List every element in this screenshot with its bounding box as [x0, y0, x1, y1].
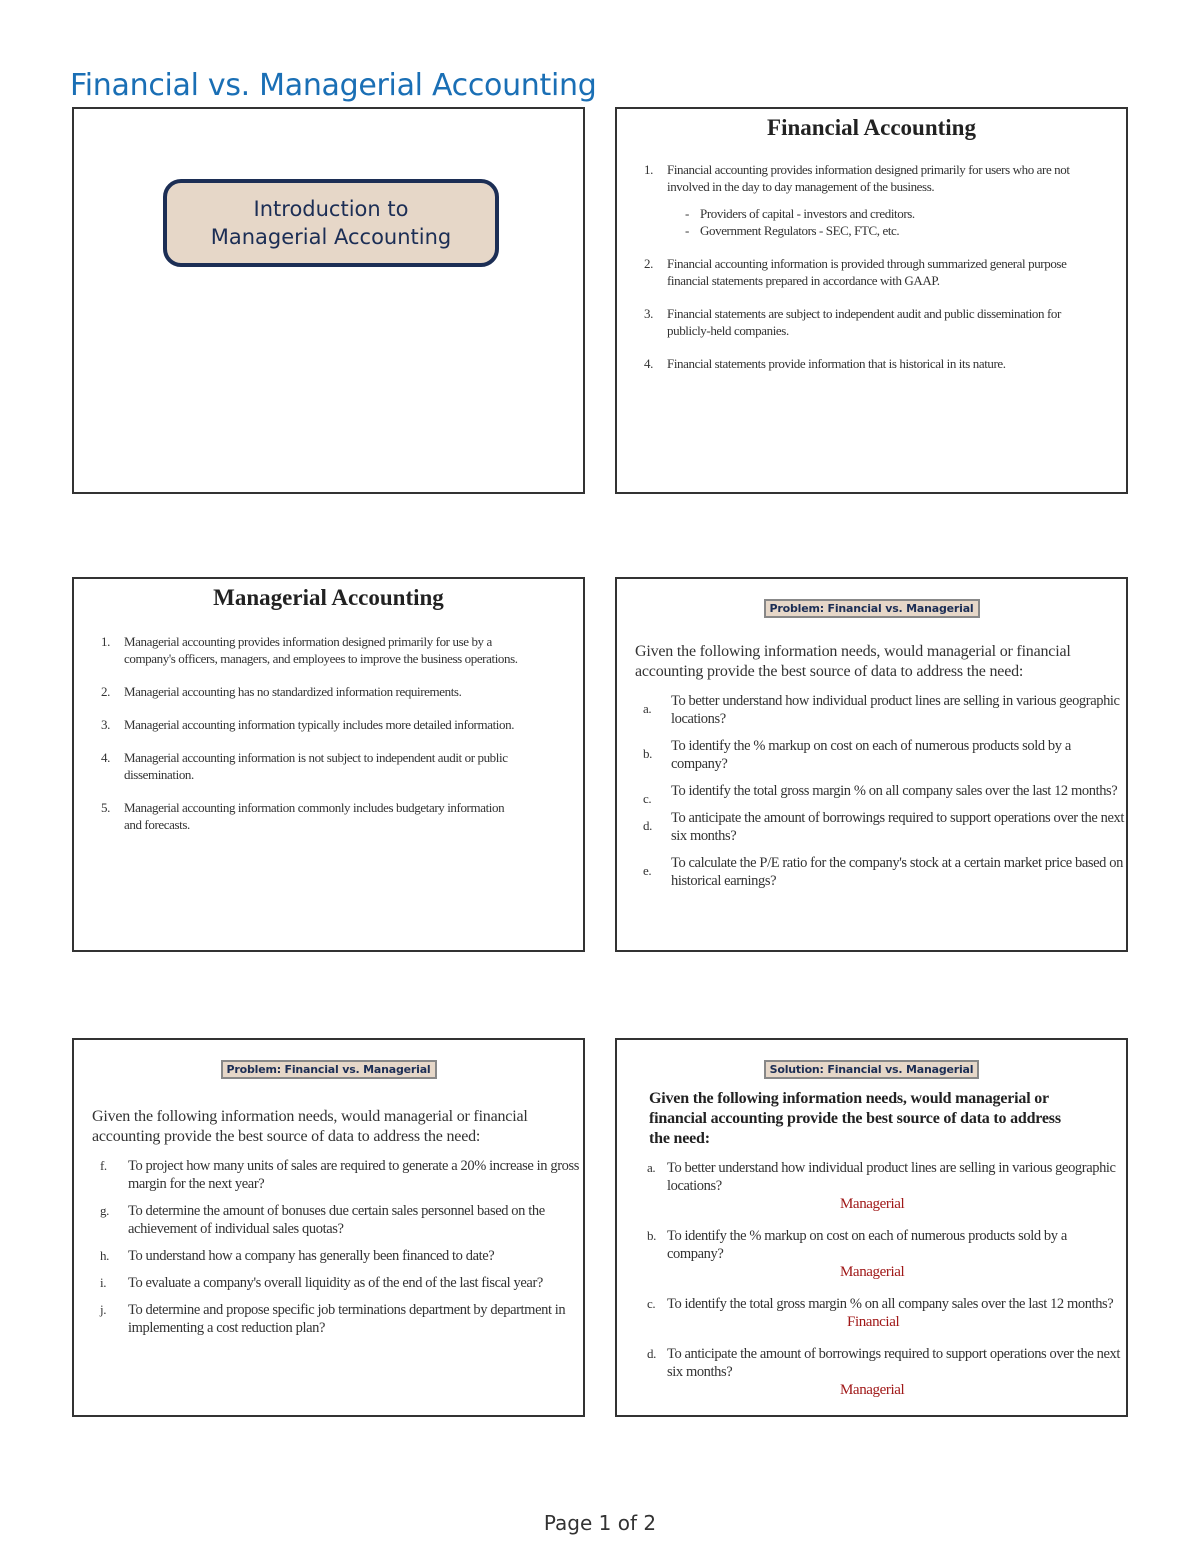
slide-problem-1 [615, 577, 1128, 952]
item-letter: d. [643, 818, 652, 833]
item-number: 4. [101, 750, 110, 765]
item-text: To calculate the P/E ratio for the company's stock at a certain market price based on historical earnings? [671, 855, 1123, 889]
list-item [617, 1159, 1126, 1213]
item-text: Managerial accounting information is not subject to independent audit or public dissemination. [124, 750, 508, 782]
answer-label: Financial [847, 1314, 900, 1330]
page-title: Financial vs. Managerial Accounting [70, 68, 597, 103]
slide-badge: Solution: Financial vs. Managerial [764, 1060, 980, 1079]
list-item [74, 1157, 583, 1193]
item-letter: e. [643, 863, 652, 878]
item-text: To identify the total gross margin % on all company sales over the last 12 months? [667, 1296, 1114, 1312]
item-text: To evaluate a company's overall liquidity as of the end of the last fiscal year? [128, 1275, 543, 1291]
list-item [617, 737, 1126, 773]
item-text: To identify the % markup on cost on each of numerous products sold by a company? [667, 1228, 1067, 1262]
slide-badge: Problem: Financial vs. Managerial [221, 1060, 437, 1079]
item-text: To determine and propose specific job terminations department by department in implementing a cost reduction plan? [128, 1302, 566, 1336]
list-item [617, 1295, 1126, 1331]
intro-title-line2: Managerial Accounting [210, 225, 452, 249]
item-text: Financial statements are subject to independent audit and public dissemination for publicly-held companies. [667, 306, 1061, 338]
item-number: 3. [644, 306, 653, 321]
item-text: To understand how a company has generally been financed to date? [128, 1248, 495, 1264]
slide-badge: Problem: Financial vs. Managerial [764, 599, 980, 618]
item-text: To determine the amount of bonuses due certain sales personnel based on the achievement of individual sales quotas? [128, 1203, 545, 1237]
item-number: 1. [644, 162, 653, 177]
page-number: Page 1 of 2 [543, 1511, 657, 1535]
answer-label: Managerial [840, 1382, 905, 1398]
item-text: To identify the % markup on cost on each of numerous products sold by a company? [671, 738, 1071, 772]
problem-intro: Given the following information needs, would managerial or financial accounting provide the best source of data to address the need: [92, 1108, 528, 1145]
list-item [74, 633, 523, 667]
item-letter: c. [643, 791, 652, 806]
item-letter: g. [100, 1203, 109, 1218]
item-letter: c. [647, 1296, 656, 1311]
item-letter: a. [643, 701, 652, 716]
list-item [617, 255, 1086, 289]
list-item [617, 782, 1126, 806]
list-item [74, 1247, 583, 1265]
list-item [617, 692, 1126, 728]
intro-title-line1: Introduction to [253, 197, 409, 221]
list-item [74, 683, 523, 700]
slide-heading: Financial Accounting [767, 115, 976, 140]
slide-problem-2 [72, 1038, 585, 1417]
slide-heading: Managerial Accounting [213, 585, 444, 610]
problem-intro: Given the following information needs, would managerial or financial accounting provide the best source of data to address the need: [635, 643, 1071, 680]
answer-label: Managerial [840, 1196, 905, 1212]
slide-solution [615, 1038, 1128, 1417]
sub-list-item: - Government Regulators - SEC, FTC, etc. [667, 222, 1086, 239]
list-item [74, 1202, 583, 1238]
item-text: Managerial accounting provides information designed primarily for use by a company's officers, managers, and employees to improve the business operations. [124, 634, 518, 666]
solution-intro: Given the following information needs, would managerial or financial accounting provide the best source of data to address the need: [649, 1090, 1061, 1147]
item-number: 1. [101, 634, 110, 649]
list-item [74, 1301, 583, 1337]
slide-financial-accounting [615, 107, 1128, 494]
item-text: To better understand how individual product lines are selling in various geographic locations? [667, 1160, 1116, 1194]
item-text: Financial accounting information is provided through summarized general purpose financial statements prepared in accordance with GAAP. [667, 256, 1067, 288]
item-letter: b. [643, 746, 652, 761]
sub-list-item: - Providers of capital - investors and creditors. [667, 205, 1086, 222]
list-item [617, 1345, 1126, 1399]
list-item [617, 809, 1126, 845]
item-text: To anticipate the amount of borrowings required to support operations over the next six months? [667, 1346, 1121, 1380]
intro-title-box [163, 179, 499, 267]
item-letter: d. [647, 1346, 656, 1361]
list-item [617, 355, 1086, 372]
item-text: To better understand how individual product lines are selling in various geographic locations? [671, 693, 1120, 727]
item-letter: i. [100, 1275, 107, 1290]
item-number: 3. [101, 717, 110, 732]
item-text: To identify the total gross margin % on all company sales over the last 12 months? [671, 783, 1118, 799]
list-item [617, 1227, 1126, 1281]
list-item [617, 161, 1086, 239]
item-text: To anticipate the amount of borrowings required to support operations over the next six months? [671, 810, 1125, 844]
item-text: Managerial accounting has no standardized information requirements. [124, 684, 462, 699]
item-letter: f. [100, 1158, 107, 1173]
item-number: 5. [101, 800, 110, 815]
item-number: 2. [101, 684, 110, 699]
item-text: Managerial accounting information typically includes more detailed information. [124, 717, 515, 732]
list-item [617, 854, 1126, 890]
item-number: 2. [644, 256, 653, 271]
item-text: To project how many units of sales are required to generate a 20% increase in gross margin for the next year? [128, 1158, 579, 1192]
answer-label: Managerial [840, 1264, 905, 1280]
item-letter: b. [647, 1228, 656, 1243]
item-letter: a. [647, 1160, 656, 1175]
list-item [74, 1274, 583, 1292]
slide-managerial-accounting [72, 577, 585, 952]
item-text: Financial statements provide information that is historical in its nature. [667, 356, 1006, 371]
item-letter: h. [100, 1248, 109, 1263]
item-number: 4. [644, 356, 653, 371]
item-text: Financial accounting provides information designed primarily for users who are not involved in the day to day management of the business. [667, 162, 1070, 194]
list-item [617, 305, 1086, 339]
list-item [74, 749, 523, 783]
slide-intro [72, 107, 585, 494]
list-item [74, 716, 523, 733]
item-letter: j. [100, 1302, 107, 1317]
list-item [74, 799, 523, 833]
item-text: Managerial accounting information commonly includes budgetary information and forecasts. [124, 800, 505, 832]
